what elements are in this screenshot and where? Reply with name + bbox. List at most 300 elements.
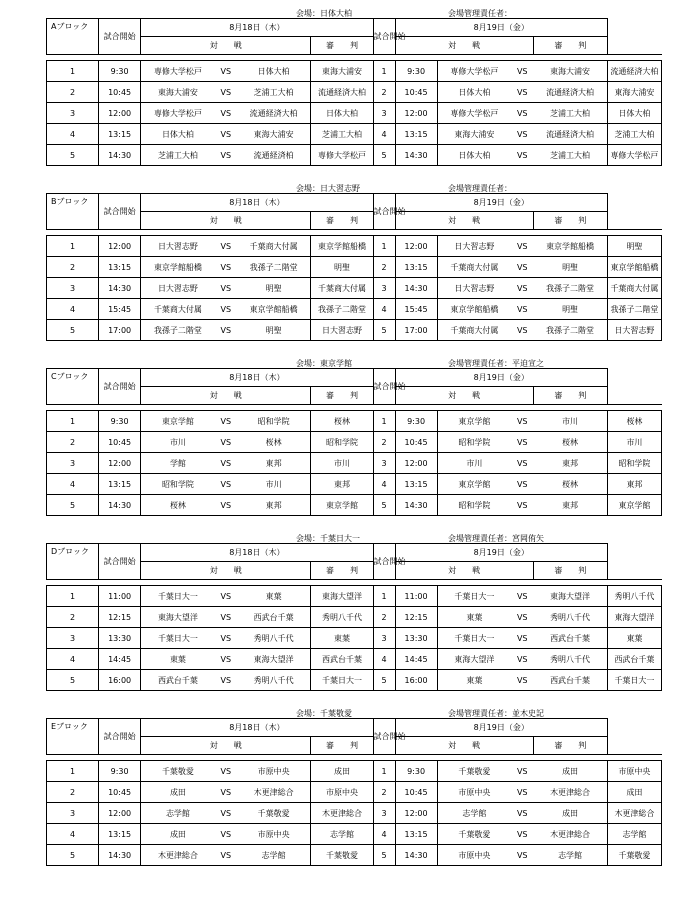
game-number: 5 <box>47 495 99 516</box>
away-team: 木更津総合 <box>533 782 607 803</box>
home-team: 市原中央 <box>437 845 511 866</box>
start-time: 13:15 <box>99 124 141 145</box>
home-team: 日大習志野 <box>437 236 511 257</box>
table-row <box>47 453 662 474</box>
home-team: 千葉敬愛 <box>141 761 215 782</box>
game-number: 3 <box>47 278 99 299</box>
home-team: 専修大学松戸 <box>437 61 511 82</box>
referee-team: 西武台千葉 <box>311 649 373 670</box>
referee-team: 木更津総合 <box>607 803 661 824</box>
day1-date: 8月18日（木） <box>141 369 373 387</box>
referee-team: 芝浦工大柏 <box>311 124 373 145</box>
away-team: 明聖 <box>237 278 311 299</box>
away-team: 流通経済柏 <box>237 145 311 166</box>
block-section <box>0 358 694 530</box>
start-time-header: 試合開始 <box>373 194 395 230</box>
game-number: 4 <box>373 474 395 495</box>
home-team: 東京学館 <box>437 411 511 432</box>
block-section <box>0 183 694 355</box>
start-time-header: 試合開始 <box>99 719 141 755</box>
vs-label: VS <box>215 299 237 320</box>
vs-label: VS <box>215 61 237 82</box>
game-number: 1 <box>47 61 99 82</box>
vs-label: VS <box>215 495 237 516</box>
referee-team: 千葉商大付属 <box>311 278 373 299</box>
home-team: 芝浦工大柏 <box>141 145 215 166</box>
table-row <box>47 824 662 845</box>
game-number: 3 <box>47 103 99 124</box>
home-team: 日体大柏 <box>437 82 511 103</box>
referee-team: 昭和学院 <box>607 453 661 474</box>
vs-label: VS <box>215 607 237 628</box>
referee-team: 東海大望洋 <box>311 586 373 607</box>
game-number: 1 <box>373 411 395 432</box>
referee-team: 流通経済大柏 <box>607 61 661 82</box>
referee-team: 桜林 <box>311 411 373 432</box>
venue-label: 会場：日体大柏 <box>296 9 352 18</box>
table-row <box>47 82 662 103</box>
away-team: 桜林 <box>533 432 607 453</box>
referee-team: 昭和学院 <box>311 432 373 453</box>
referee-team: 専修大学松戸 <box>311 145 373 166</box>
home-team: 専修大学松戸 <box>437 103 511 124</box>
away-team: 秀明八千代 <box>533 649 607 670</box>
home-team: 千葉敬愛 <box>437 824 511 845</box>
home-team: 昭和学院 <box>437 432 511 453</box>
game-number: 3 <box>47 628 99 649</box>
block-name: Aブロック <box>47 19 99 55</box>
table-row <box>47 607 662 628</box>
home-team: 千葉商大付属 <box>437 320 511 341</box>
referee-header: 審 判 <box>311 737 373 755</box>
start-time: 9:30 <box>395 411 437 432</box>
start-time: 9:30 <box>395 761 437 782</box>
away-team: 東邦 <box>237 453 311 474</box>
vs-label: VS <box>215 649 237 670</box>
vs-label: VS <box>511 145 533 166</box>
referee-team: 日体大柏 <box>311 103 373 124</box>
home-team: 千葉日大一 <box>437 628 511 649</box>
home-team: 成田 <box>141 782 215 803</box>
referee-header: 審 判 <box>533 212 607 230</box>
vs-label: VS <box>215 628 237 649</box>
home-team: 東葉 <box>437 670 511 691</box>
referee-team: 志学館 <box>311 824 373 845</box>
start-time-header: 試合開始 <box>373 544 395 580</box>
table-row <box>47 236 662 257</box>
referee-team: 市原中央 <box>607 761 661 782</box>
vs-label: VS <box>215 103 237 124</box>
start-time: 14:30 <box>395 845 437 866</box>
away-team: 流通経済大柏 <box>533 124 607 145</box>
start-time: 14:45 <box>395 649 437 670</box>
game-number: 4 <box>47 824 99 845</box>
table-row <box>47 628 662 649</box>
referee-team: 明聖 <box>607 236 661 257</box>
referee-team: 木更津総合 <box>311 803 373 824</box>
away-team: 成田 <box>533 803 607 824</box>
table-row <box>47 61 662 82</box>
vs-label: VS <box>215 670 237 691</box>
away-team: 明聖 <box>237 320 311 341</box>
home-team: 東京学館船橋 <box>141 257 215 278</box>
away-team: 明聖 <box>533 257 607 278</box>
referee-team: 明聖 <box>311 257 373 278</box>
referee-team: 千葉敬愛 <box>607 845 661 866</box>
home-team: 桜林 <box>141 495 215 516</box>
game-number: 1 <box>373 61 395 82</box>
venue-manager-label: 会場管理責任者：宮岡侑矢 <box>448 534 544 543</box>
referee-team: 東京学館船橋 <box>607 257 661 278</box>
start-time: 12:00 <box>395 803 437 824</box>
start-time: 14:30 <box>99 845 141 866</box>
vs-label: VS <box>511 782 533 803</box>
referee-team: 東葉 <box>311 628 373 649</box>
away-team: 千葉敬愛 <box>237 803 311 824</box>
vs-label: VS <box>511 82 533 103</box>
start-time-header: 試合開始 <box>99 194 141 230</box>
block-section <box>0 533 694 705</box>
away-team: 東京学館船橋 <box>237 299 311 320</box>
match-header: 対 戦 <box>395 737 533 755</box>
home-team: 千葉商大付属 <box>141 299 215 320</box>
table-row <box>47 495 662 516</box>
vs-label: VS <box>511 845 533 866</box>
home-team: 千葉日大一 <box>437 586 511 607</box>
day2-date: 8月19日（金） <box>395 194 607 212</box>
vs-label: VS <box>215 411 237 432</box>
table-row <box>47 782 662 803</box>
venue-manager-label: 会場管理責任者：並木史記 <box>448 709 544 718</box>
referee-team: 専修大学松戸 <box>607 145 661 166</box>
start-time: 10:45 <box>99 82 141 103</box>
home-team: 東海大浦安 <box>437 124 511 145</box>
game-number: 1 <box>47 586 99 607</box>
referee-team: 東海大望洋 <box>607 607 661 628</box>
vs-label: VS <box>511 257 533 278</box>
day2-date: 8月19日（金） <box>395 544 607 562</box>
schedule-table <box>46 718 662 866</box>
game-number: 2 <box>47 257 99 278</box>
vs-label: VS <box>215 432 237 453</box>
start-time: 13:30 <box>99 628 141 649</box>
start-time: 10:45 <box>395 82 437 103</box>
away-team: 市原中央 <box>237 761 311 782</box>
home-team: 昭和学院 <box>141 474 215 495</box>
game-number: 5 <box>47 320 99 341</box>
game-number: 2 <box>47 82 99 103</box>
referee-team: 東海大浦安 <box>311 61 373 82</box>
home-team: 東京学館 <box>437 474 511 495</box>
away-team: 秀明八千代 <box>237 670 311 691</box>
home-team: 専修大学松戸 <box>141 61 215 82</box>
game-number: 2 <box>373 257 395 278</box>
game-number: 1 <box>47 761 99 782</box>
vs-label: VS <box>215 257 237 278</box>
start-time: 12:00 <box>99 103 141 124</box>
away-team: 木更津総合 <box>237 782 311 803</box>
away-team: 東海大浦安 <box>533 61 607 82</box>
referee-team: 日大習志野 <box>311 320 373 341</box>
home-team: 日体大柏 <box>141 124 215 145</box>
away-team: 我孫子二階堂 <box>237 257 311 278</box>
table-row <box>47 257 662 278</box>
away-team: 東邦 <box>533 495 607 516</box>
referee-team: 秀明八千代 <box>311 607 373 628</box>
start-time: 9:30 <box>99 761 141 782</box>
away-team: 東海大浦安 <box>237 124 311 145</box>
away-team: 芝浦工大柏 <box>533 103 607 124</box>
game-number: 5 <box>47 845 99 866</box>
home-team: 日大習志野 <box>437 278 511 299</box>
home-team: 千葉日大一 <box>141 628 215 649</box>
start-time: 17:00 <box>395 320 437 341</box>
game-number: 4 <box>373 649 395 670</box>
game-number: 5 <box>373 320 395 341</box>
vs-label: VS <box>511 824 533 845</box>
home-team: 東京学館船橋 <box>437 299 511 320</box>
vs-label: VS <box>215 586 237 607</box>
game-number: 3 <box>47 453 99 474</box>
start-time: 11:00 <box>395 586 437 607</box>
game-number: 3 <box>373 278 395 299</box>
away-team: 芝浦工大柏 <box>533 145 607 166</box>
vs-label: VS <box>511 278 533 299</box>
start-time: 14:30 <box>99 278 141 299</box>
referee-header: 審 判 <box>311 37 373 55</box>
home-team: 学館 <box>141 453 215 474</box>
game-number: 2 <box>47 607 99 628</box>
start-time: 10:45 <box>99 432 141 453</box>
start-time-header: 試合開始 <box>99 544 141 580</box>
start-time: 12:15 <box>99 607 141 628</box>
away-team: 秀明八千代 <box>237 628 311 649</box>
away-team: 日体大柏 <box>237 61 311 82</box>
game-number: 2 <box>47 782 99 803</box>
schedule-table <box>46 543 662 691</box>
vs-label: VS <box>215 803 237 824</box>
away-team: 昭和学院 <box>237 411 311 432</box>
referee-team: 東邦 <box>607 474 661 495</box>
away-team: 木更津総合 <box>533 824 607 845</box>
start-time: 13:15 <box>99 824 141 845</box>
referee-team: 東京学館船橋 <box>311 236 373 257</box>
referee-header: 審 判 <box>311 562 373 580</box>
referee-team: 秀明八千代 <box>607 586 661 607</box>
home-team: 志学館 <box>141 803 215 824</box>
start-time: 14:30 <box>99 145 141 166</box>
match-header: 対 戦 <box>395 37 533 55</box>
start-time: 9:30 <box>99 411 141 432</box>
home-team: 東海大望洋 <box>437 649 511 670</box>
home-team: 昭和学院 <box>437 495 511 516</box>
game-number: 5 <box>47 670 99 691</box>
away-team: 千葉商大付属 <box>237 236 311 257</box>
game-number: 5 <box>373 670 395 691</box>
away-team: 東海大望洋 <box>533 586 607 607</box>
start-time: 10:45 <box>395 782 437 803</box>
vs-label: VS <box>215 845 237 866</box>
vs-label: VS <box>215 236 237 257</box>
day1-date: 8月18日（木） <box>141 19 373 37</box>
vs-label: VS <box>511 299 533 320</box>
referee-team: 千葉日大一 <box>311 670 373 691</box>
referee-header: 審 判 <box>533 737 607 755</box>
referee-team: 東海大浦安 <box>607 82 661 103</box>
vs-label: VS <box>511 453 533 474</box>
referee-team: 我孫子二階堂 <box>607 299 661 320</box>
start-time: 16:00 <box>395 670 437 691</box>
referee-team: 東京学館 <box>607 495 661 516</box>
vs-label: VS <box>511 495 533 516</box>
vs-label: VS <box>511 607 533 628</box>
start-time: 12:00 <box>395 103 437 124</box>
table-row <box>47 845 662 866</box>
table-row <box>47 803 662 824</box>
start-time: 16:00 <box>99 670 141 691</box>
block-name: Dブロック <box>47 544 99 580</box>
match-header: 対 戦 <box>395 387 533 405</box>
away-team: 明聖 <box>533 299 607 320</box>
game-number: 4 <box>47 474 99 495</box>
block-name: Cブロック <box>47 369 99 405</box>
vs-label: VS <box>511 761 533 782</box>
start-time: 13:30 <box>395 628 437 649</box>
game-number: 3 <box>373 628 395 649</box>
away-team: 流通経済大柏 <box>533 82 607 103</box>
day1-date: 8月18日（木） <box>141 544 373 562</box>
vs-label: VS <box>511 320 533 341</box>
home-team: 東海大望洋 <box>141 607 215 628</box>
away-team: 東海大望洋 <box>237 649 311 670</box>
away-team: 成田 <box>533 761 607 782</box>
referee-team: 成田 <box>607 782 661 803</box>
home-team: 成田 <box>141 824 215 845</box>
game-number: 4 <box>47 124 99 145</box>
start-time-header: 試合開始 <box>99 369 141 405</box>
vs-label: VS <box>511 124 533 145</box>
start-time: 14:30 <box>395 495 437 516</box>
referee-team: 千葉敬愛 <box>311 845 373 866</box>
referee-team: 日体大柏 <box>607 103 661 124</box>
game-number: 3 <box>47 803 99 824</box>
away-team: 桜林 <box>533 474 607 495</box>
start-time: 12:00 <box>395 453 437 474</box>
start-time: 12:15 <box>395 607 437 628</box>
match-header: 対 戦 <box>141 562 311 580</box>
venue-label: 会場：東京学館 <box>296 359 352 368</box>
start-time: 14:45 <box>99 649 141 670</box>
schedule-table <box>46 368 662 516</box>
away-team: 志学館 <box>237 845 311 866</box>
table-row <box>47 761 662 782</box>
referee-team: 東邦 <box>311 474 373 495</box>
start-time-header: 試合開始 <box>373 719 395 755</box>
referee-header: 審 判 <box>533 37 607 55</box>
table-row <box>47 145 662 166</box>
vs-label: VS <box>511 411 533 432</box>
start-time-header: 試合開始 <box>373 369 395 405</box>
block-name: Bブロック <box>47 194 99 230</box>
start-time: 13:15 <box>395 474 437 495</box>
table-row <box>47 432 662 453</box>
start-time: 13:15 <box>395 257 437 278</box>
schedule-table <box>46 18 662 166</box>
game-number: 4 <box>373 299 395 320</box>
vs-label: VS <box>215 453 237 474</box>
start-time: 12:00 <box>99 803 141 824</box>
home-team: 専修大学松戸 <box>141 103 215 124</box>
referee-team: 日大習志野 <box>607 320 661 341</box>
venue-label: 会場：日大習志野 <box>296 184 360 193</box>
home-team: 日体大柏 <box>437 145 511 166</box>
match-header: 対 戦 <box>141 737 311 755</box>
start-time: 13:15 <box>99 257 141 278</box>
away-team: 秀明八千代 <box>533 607 607 628</box>
away-team: 志学館 <box>533 845 607 866</box>
home-team: 千葉日大一 <box>141 586 215 607</box>
venue-manager-label: 会場管理責任者： <box>448 9 512 18</box>
away-team: 我孫子二階堂 <box>533 278 607 299</box>
vs-label: VS <box>215 124 237 145</box>
match-header: 対 戦 <box>141 387 311 405</box>
referee-team: 我孫子二階堂 <box>311 299 373 320</box>
game-number: 2 <box>47 432 99 453</box>
home-team: 千葉敬愛 <box>437 761 511 782</box>
block-section <box>0 708 694 880</box>
home-team: 東葉 <box>437 607 511 628</box>
vs-label: VS <box>511 670 533 691</box>
referee-team: 市川 <box>607 432 661 453</box>
start-time: 14:30 <box>99 495 141 516</box>
start-time: 14:30 <box>395 278 437 299</box>
away-team: 芝浦工大柏 <box>237 82 311 103</box>
game-number: 5 <box>47 145 99 166</box>
game-number: 3 <box>373 803 395 824</box>
vs-label: VS <box>215 145 237 166</box>
match-header: 対 戦 <box>141 212 311 230</box>
game-number: 5 <box>373 845 395 866</box>
referee-header: 審 判 <box>533 387 607 405</box>
home-team: 西武台千葉 <box>141 670 215 691</box>
vs-label: VS <box>511 628 533 649</box>
table-row <box>47 474 662 495</box>
start-time: 15:45 <box>395 299 437 320</box>
game-number: 1 <box>47 411 99 432</box>
away-team: 西武台千葉 <box>533 628 607 649</box>
start-time: 15:45 <box>99 299 141 320</box>
game-number: 2 <box>373 782 395 803</box>
table-row <box>47 278 662 299</box>
game-number: 1 <box>373 586 395 607</box>
away-team: 西武台千葉 <box>237 607 311 628</box>
vs-label: VS <box>215 782 237 803</box>
start-time: 12:00 <box>395 236 437 257</box>
vs-label: VS <box>511 586 533 607</box>
referee-header: 審 判 <box>311 212 373 230</box>
referee-team: 桜林 <box>607 411 661 432</box>
referee-team: 千葉日大一 <box>607 670 661 691</box>
game-number: 1 <box>47 236 99 257</box>
table-row <box>47 103 662 124</box>
game-number: 2 <box>373 607 395 628</box>
start-time-header: 試合開始 <box>99 19 141 55</box>
match-header: 対 戦 <box>395 562 533 580</box>
home-team: 東海大浦安 <box>141 82 215 103</box>
game-number: 1 <box>373 761 395 782</box>
table-row <box>47 586 662 607</box>
start-time: 17:00 <box>99 320 141 341</box>
